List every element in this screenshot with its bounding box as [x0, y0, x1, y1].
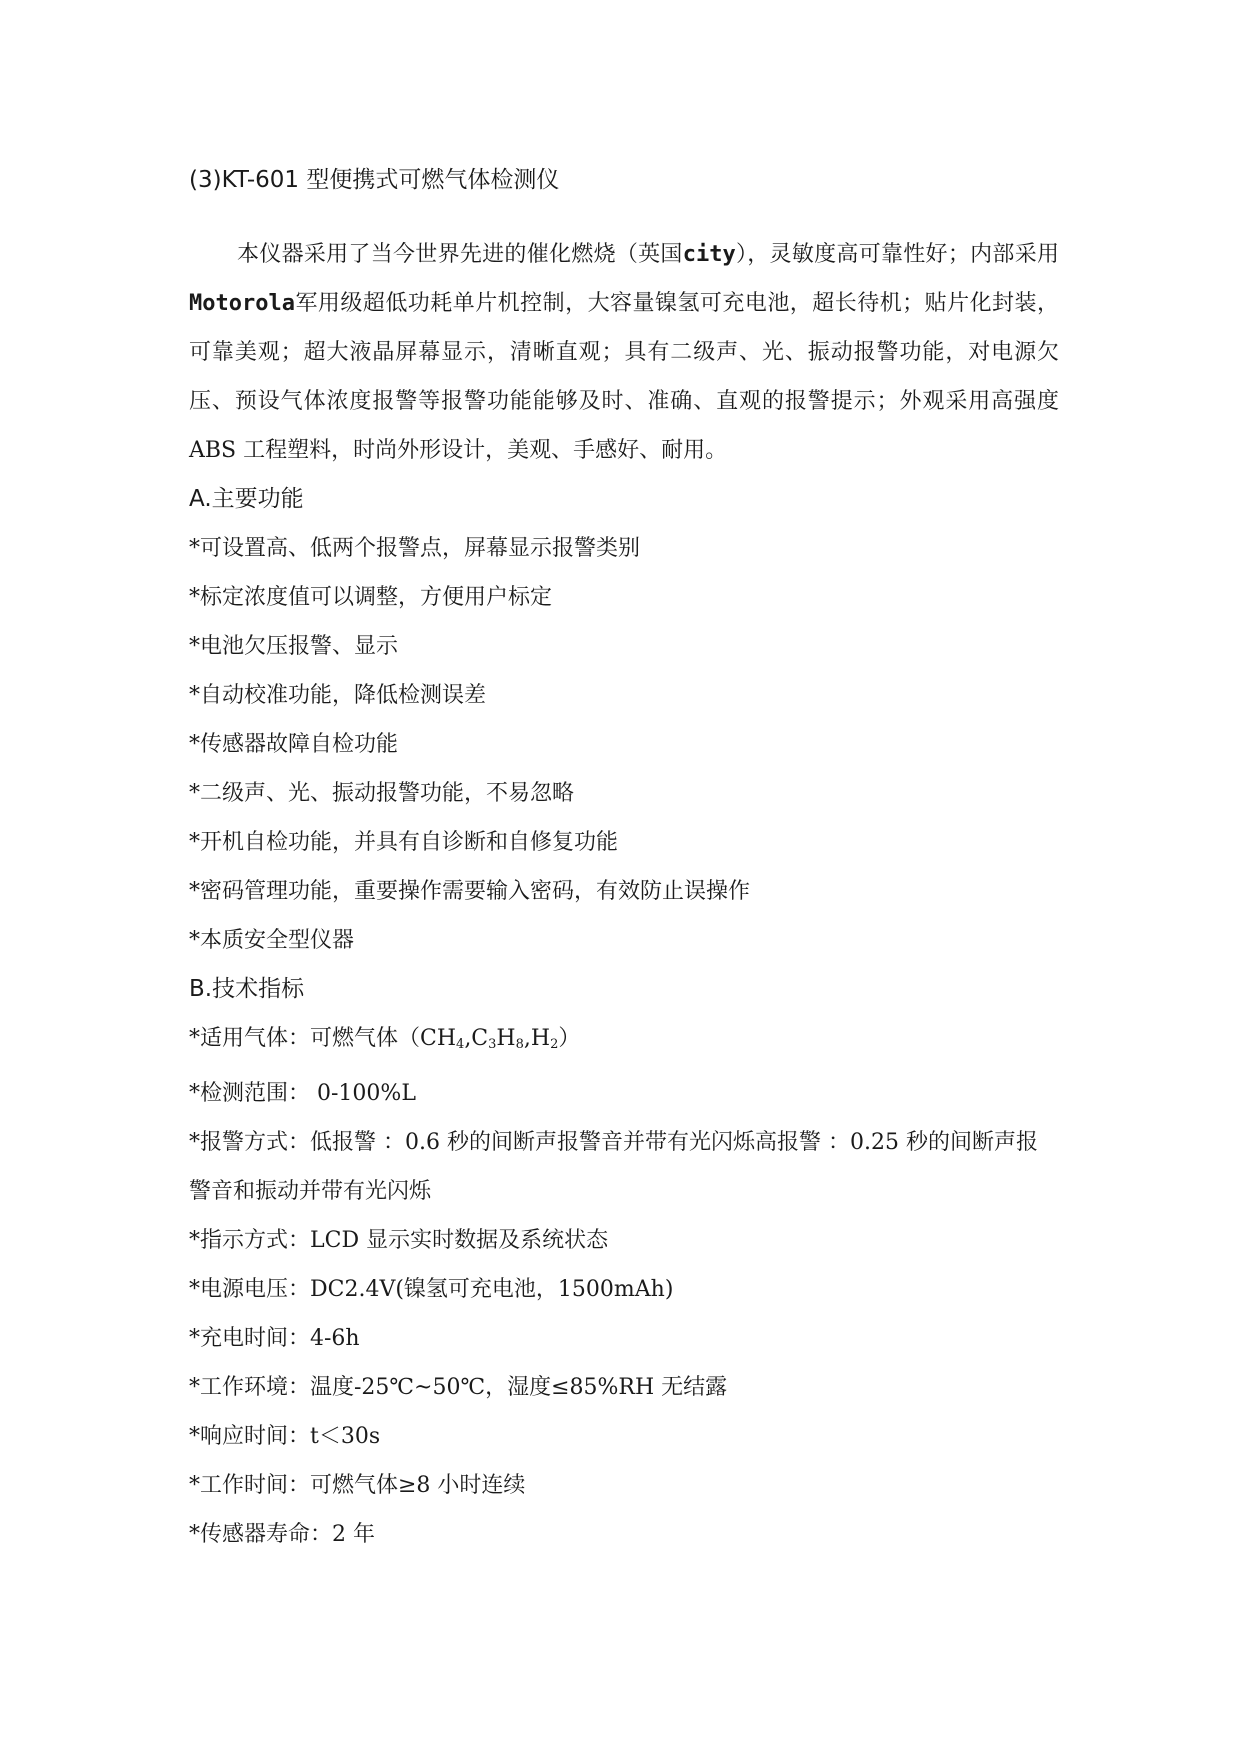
feature-item: *二级声、光、振动报警功能，不易忽略	[189, 781, 575, 806]
gas-subscript-3: 8	[515, 1037, 524, 1052]
spec-item: *指示方式：LCD 显示实时数据及系统状态	[189, 1228, 609, 1253]
gas-subscript-4: 2	[550, 1037, 559, 1052]
spec-item: *电源电压：DC2.4V(镍氢可充电池，1500mAh)	[189, 1277, 674, 1302]
document-title: (3)KT-601 型便携式可燃气体检测仪	[189, 167, 560, 193]
spec-item: *响应时间：t＜30s	[189, 1424, 381, 1449]
intro-bold-city: city	[682, 242, 736, 267]
spec-item-gas	[189, 1014, 1059, 1069]
section-a-heading: A.主要功能	[189, 486, 304, 512]
spec-item: *检测范围： 0-100%L	[189, 1081, 416, 1106]
gas-text-m1: ,C	[464, 1026, 489, 1051]
gas-text-m3: ,H	[523, 1026, 551, 1051]
gas-subscript-1: 4	[456, 1037, 465, 1052]
intro-text-3: 军用级超低功耗单片机控制，大容量镍氢可充电池，超长待机；贴片化封装，可靠美观；超大液晶屏幕显示，清晰直观；具有二级声、光、振动报警功能，对电源欠压、预设气体浓度报警等报警功能能够及时、准确、直观的报警提示；外观采用高强度 ABS 工程塑料，时尚外形设计，美观、手感好、耐用。	[189, 291, 1059, 463]
feature-item: *本质安全型仪器	[189, 928, 355, 953]
gas-text-m2: H	[496, 1026, 516, 1051]
feature-item: *开机自检功能，并具有自诊断和自修复功能	[189, 830, 619, 855]
spec-item: *工作环境：温度-25℃~50℃，湿度≤85%RH 无结露	[189, 1375, 728, 1400]
gas-text-pre: *适用气体：可燃气体（CH	[189, 1026, 457, 1051]
feature-item: *密码管理功能，重要操作需要输入密码，有效防止误操作	[189, 879, 751, 904]
section-b-heading: B.技术指标	[189, 976, 305, 1002]
intro-text-1: 本仪器采用了当今世界先进的催化燃烧（英国	[237, 242, 683, 267]
gas-subscript-2: 3	[488, 1037, 497, 1052]
feature-item: *电池欠压报警、显示	[189, 634, 399, 659]
feature-item: *可设置高、低两个报警点，屏幕显示报警类别	[189, 536, 641, 561]
gas-text-post: ）	[558, 1026, 581, 1051]
feature-item: *传感器故障自检功能	[189, 732, 399, 757]
intro-paragraph	[189, 230, 1059, 475]
intro-bold-motorola: Motorola	[189, 291, 295, 316]
feature-item: *自动校准功能，降低检测误差	[189, 683, 487, 708]
spec-item: *充电时间：4-6h	[189, 1326, 360, 1351]
spec-item: *工作时间：可燃气体≥8 小时连续	[189, 1473, 526, 1498]
spec-item: *报警方式：低报警 ：0.6 秒的间断声报警音并带有光闪烁高报警 ：0.25 秒的间断声报警音和振动并带有光闪烁	[189, 1130, 1038, 1204]
spec-item: *传感器寿命：2 年	[189, 1522, 375, 1547]
document-body	[189, 158, 1059, 1559]
intro-text-2: ），灵敏度高可靠性好；内部采用	[735, 242, 1059, 267]
feature-item: *标定浓度值可以调整，方便用户标定	[189, 585, 553, 610]
